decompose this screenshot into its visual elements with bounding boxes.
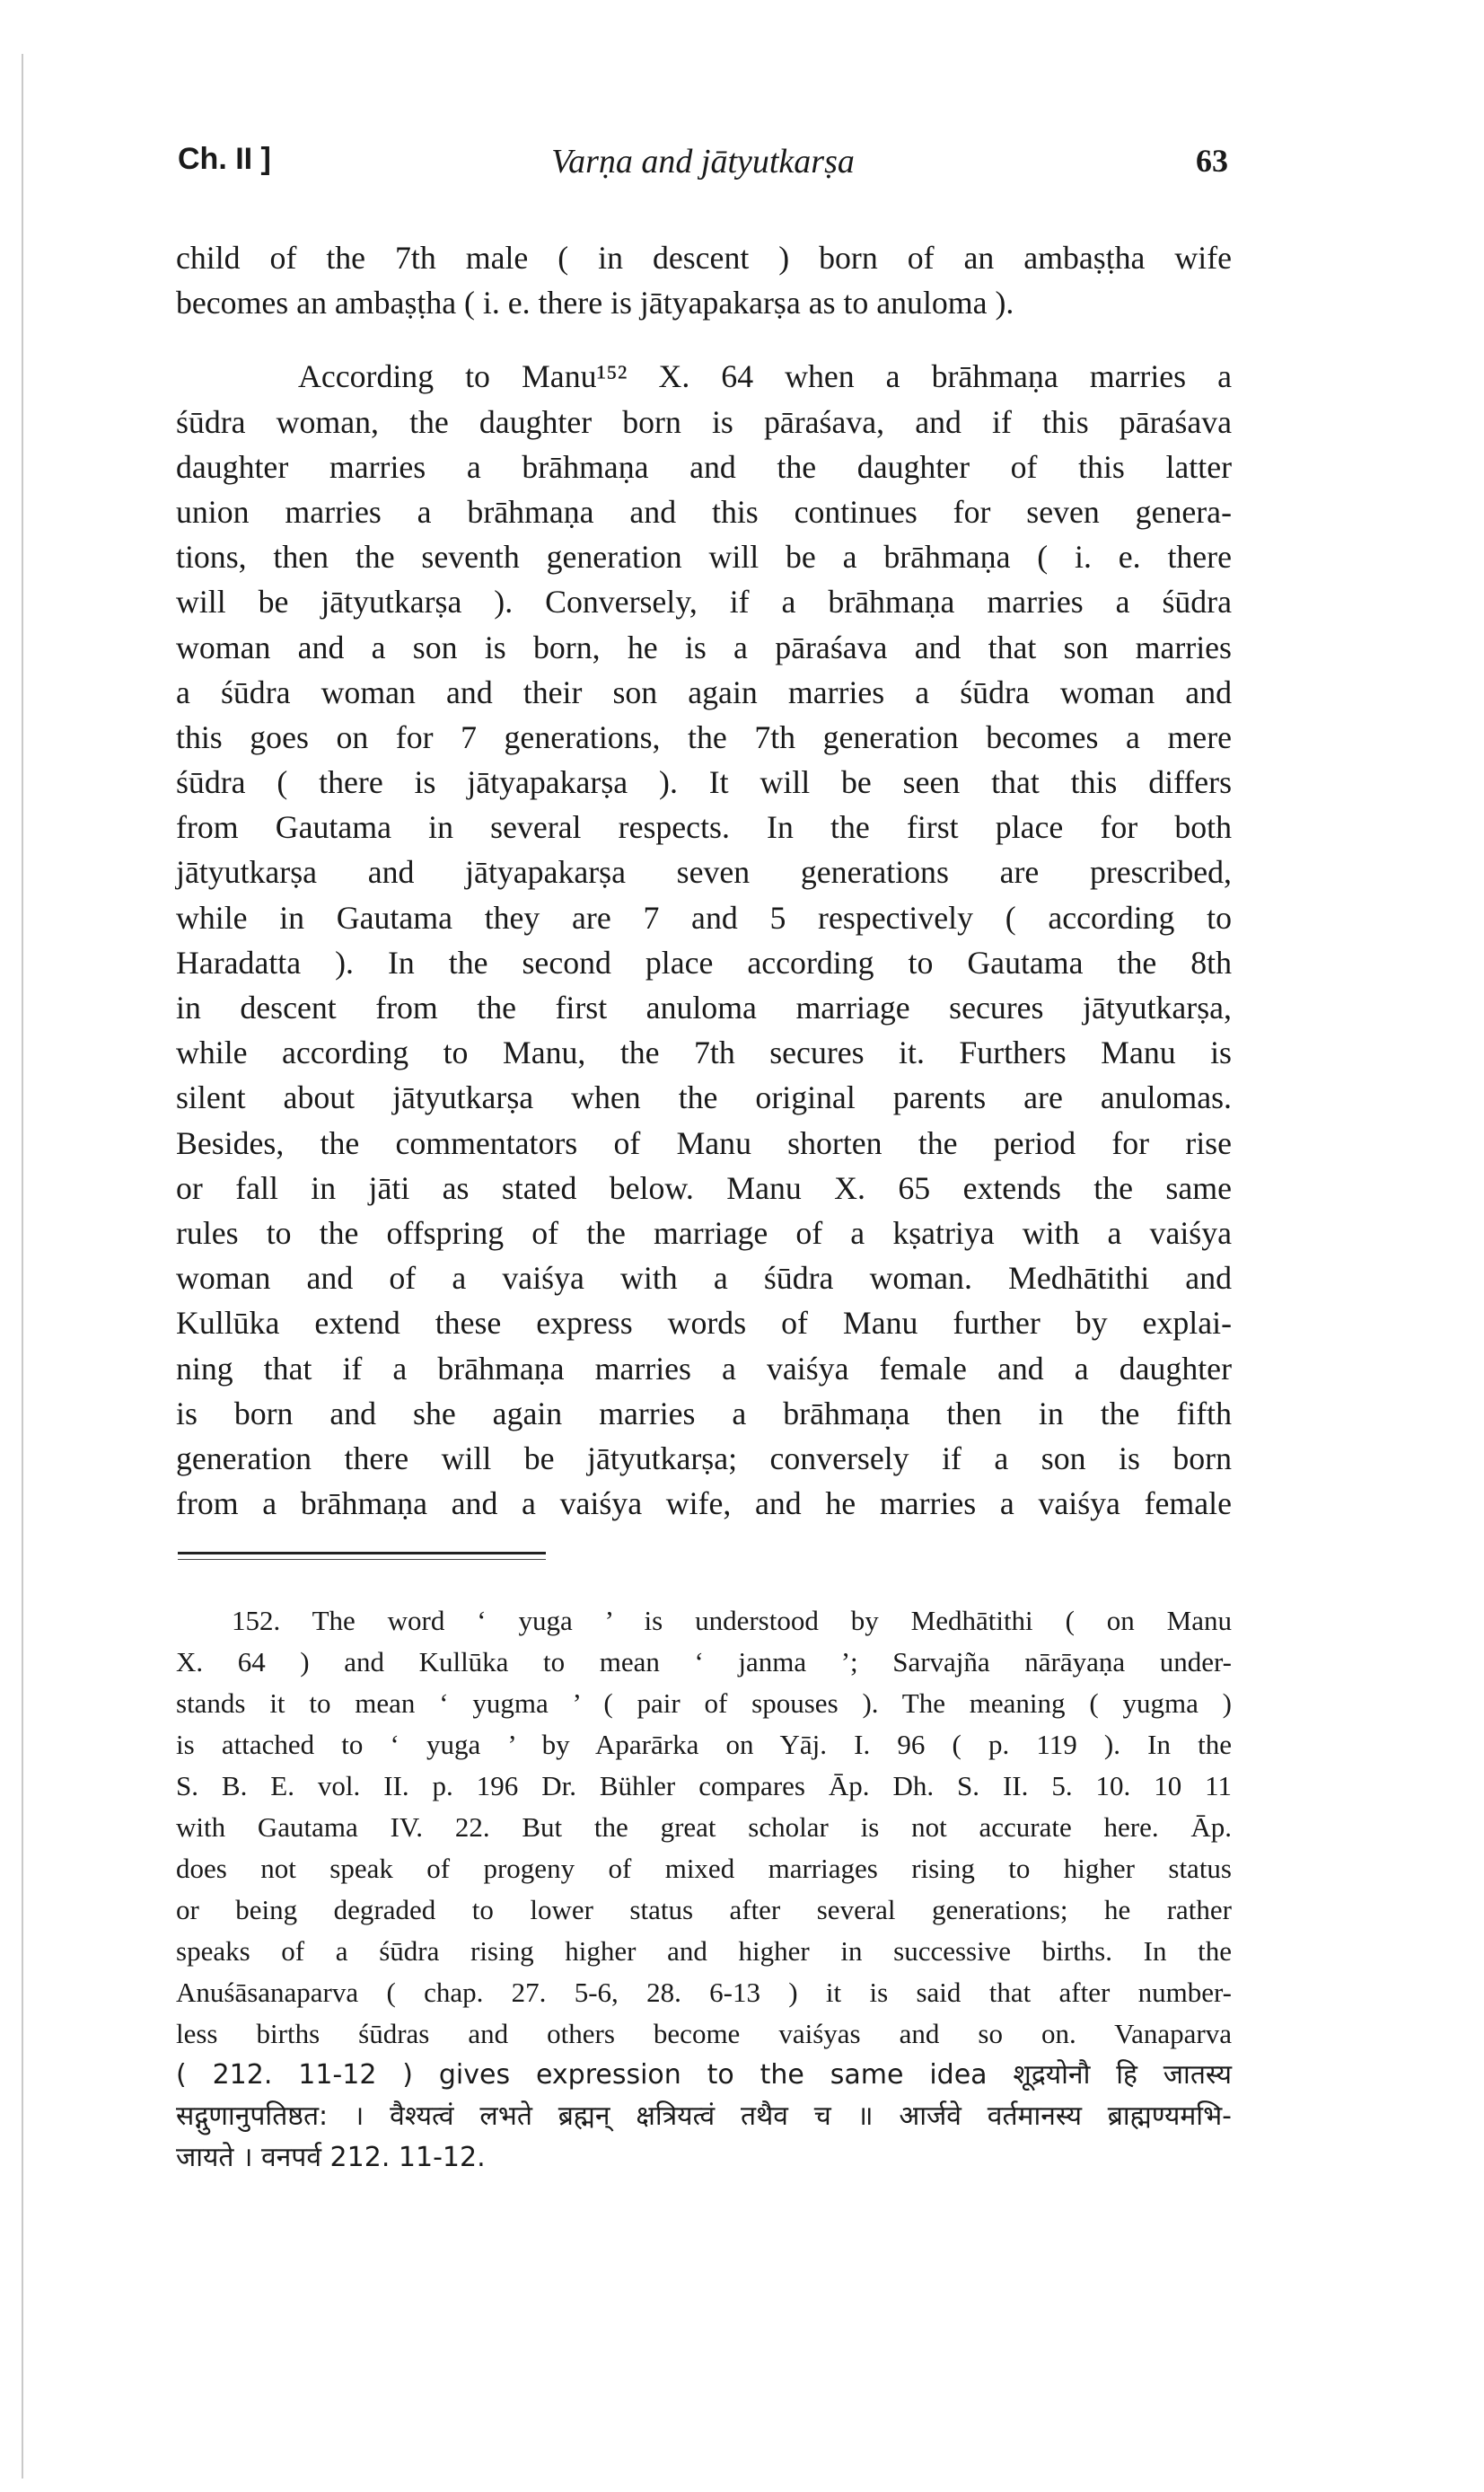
text-line: Kullūka extend these express words of Manu further by explai- — [176, 1305, 1232, 1342]
footnote-line: Anuśāsanaparva ( chap. 27. 5-6, 28. 6-13 ) it is said that after number- — [176, 1977, 1232, 2008]
footnote-line: X. 64 ) and Kullūka to mean ‘ janma ’; Sarvajña nārāyaṇa under- — [176, 1646, 1232, 1677]
text-line: jātyutkarṣa and jātyapakarṣa seven generations are prescribed, — [176, 854, 1232, 891]
footnote-line: is attached to ‘ yuga ’ by Aparārka on Yāj. I. 96 ( p. 119 ). In the — [176, 1729, 1232, 1760]
footnote-line: stands it to mean ‘ yugma ’ ( pair of spouses ). The meaning ( yugma ) — [176, 1687, 1232, 1719]
text-line: woman and of a vaiśya with a śūdra woman. Medhātithi and — [176, 1260, 1232, 1297]
text-line: tions, then the seventh generation will be a brāhmaṇa ( i. e. there — [176, 539, 1232, 576]
footnote-separator — [178, 1552, 546, 1554]
text-line: in descent from the first anuloma marriage secures jātyutkarṣa, — [176, 990, 1232, 1026]
text-line: According to Manu¹⁵² X. 64 when a brāhmaṇa marries a — [298, 358, 1232, 395]
text-line: śūdra ( there is jātyapakarṣa ). It will be seen that this differs — [176, 764, 1232, 801]
text-line: while according to Manu, the 7th secures it. Furthers Manu is — [176, 1035, 1232, 1071]
footnote-line: less births śūdras and others become vaiśyas and so on. Vanaparva — [176, 2018, 1232, 2049]
text-line: while in Gautama they are 7 and 5 respectively ( according to — [176, 899, 1232, 936]
main-text — [176, 235, 1232, 1526]
text-line: ning that if a brāhmaṇa marries a vaiśya female and a daughter — [176, 1350, 1232, 1387]
text-line: becomes an ambaṣṭha ( i. e. there is jātyapakarṣa as to anuloma ). — [176, 285, 1014, 321]
footnote-line: does not speak of progeny of mixed marriages rising to higher status — [176, 1853, 1232, 1884]
footnote-line: with Gautama IV. 22. But the great scholar is not accurate here. Āp. — [176, 1811, 1232, 1843]
paragraph-break — [176, 325, 1232, 354]
text-line: will be jātyutkarṣa ). Conversely, if a brāhmaṇa marries a śūdra — [176, 584, 1232, 621]
text-line: daughter marries a brāhmaṇa and the daughter of this latter — [176, 448, 1232, 485]
footnote-line: जायते । वनपर्व 212. 11-12. — [176, 2142, 486, 2173]
footnote-line: सद्गुणानुपतिष्ठत: । वैश्यत्वं लभते ब्रह्मन् क्षत्रियत्वं तथैव च ॥ आर्जवे वर्तमानस्य ब्राह्मण्यमभि- — [176, 2100, 1232, 2132]
chapter-label: Ch. II ] — [178, 142, 271, 176]
running-title: Varṇa and jātyutkarṣa — [551, 143, 855, 181]
page-number: 63 — [1196, 143, 1228, 179]
footnote-line: speaks of a śūdra rising higher and higher in successive births. In the — [176, 1935, 1232, 1967]
text-line: from Gautama in several respects. In the first place for both — [176, 809, 1232, 846]
text-line: generation there will be jātyutkarṣa; conversely if a son is born — [176, 1440, 1232, 1476]
text-line: woman and a son is born, he is a pāraśava and that son marries — [176, 629, 1232, 665]
text-line: or fall in jāti as stated below. Manu X. 65 extends the same — [176, 1169, 1232, 1206]
text-line: śūdra woman, the daughter born is pāraśava, and if this pāraśava — [176, 403, 1232, 440]
footnote-line: 152. The word ‘ yuga ’ is understood by Medhātithi ( on Manu — [232, 1605, 1232, 1636]
running-header — [178, 142, 1228, 196]
text-line: silent about jātyutkarṣa when the original parents are anulomas. — [176, 1079, 1232, 1116]
page-margin-rule — [22, 54, 23, 2479]
text-line: union marries a brāhmaṇa and this continues for seven genera- — [176, 493, 1232, 530]
text-line: is born and she again marries a brāhmaṇa then in the fifth — [176, 1395, 1232, 1431]
text-line: rules to the offspring of the marriage of a kṣatriya with a vaiśya — [176, 1214, 1232, 1251]
footnote-separator-thin — [178, 1559, 546, 1560]
text-line: a śūdra woman and their son again marries a śūdra woman and — [176, 674, 1232, 710]
text-line: from a brāhmaṇa and a vaiśya wife, and he marries a vaiśya female — [176, 1485, 1232, 1522]
text-line: Haradatta ). In the second place according to Gautama the 8th — [176, 944, 1232, 981]
text-line: this goes on for 7 generations, the 7th generation becomes a mere — [176, 718, 1232, 755]
footnote-line: or being degraded to lower status after several generations; he rather — [176, 1894, 1232, 1925]
footnote-line: S. B. E. vol. II. p. 196 Dr. Bühler compares Āp. Dh. S. II. 5. 10. 10 11 — [176, 1770, 1232, 1801]
footnote-line: ( 212. 11-12 ) gives expression to the same idea शूद्रयोनौ हि जातस्य — [176, 2059, 1232, 2091]
text-line: Besides, the commentators of Manu shorten the period for rise — [176, 1124, 1232, 1161]
text-line: child of the 7th male ( in descent ) born of an ambaṣṭha wife — [176, 240, 1232, 276]
footnote-152 — [176, 1600, 1232, 2179]
